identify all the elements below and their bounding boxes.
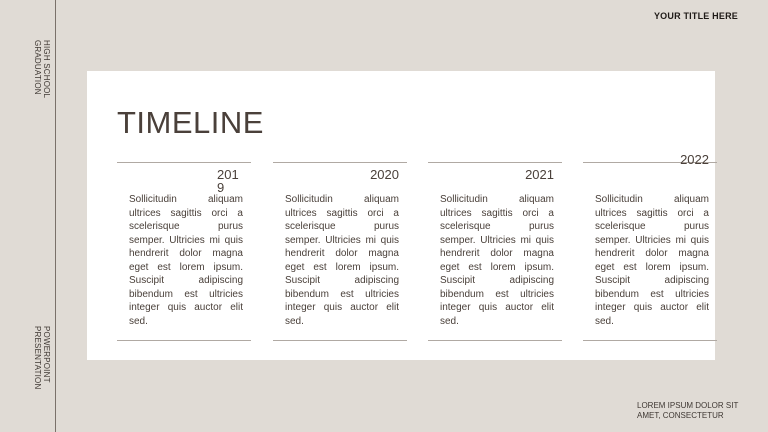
sidebar-divider (55, 0, 56, 432)
timeline-year: 2022 (680, 152, 709, 167)
slide-heading: TIMELINE (117, 105, 264, 140)
timeline-text: Sollicitudin aliquam ultrices sagittis orci a scelerisque purus semper. Ultricies mi quis hendrerit dolor magna eget est lorem ipsum. Suscipit adipiscing bibendum est ultricies integer quis auctor elit sed. (285, 194, 399, 327)
timeline-column-3 (428, 162, 562, 341)
timeline-year: 2021 (525, 167, 554, 182)
timeline-column-2 (273, 162, 407, 341)
footer-note: LOREM IPSUM DOLOR SIT AMET, CONSECTETUR (637, 401, 739, 420)
timeline-text: Sollicitudin aliquam ultrices sagittis orci a scelerisque purus semper. Ultricies mi quis hendrerit dolor magna eget est lorem ipsum. Suscipit adipiscing bibendum est ultricies integer quis auctor elit sed. (129, 194, 243, 327)
sidebar-top-label: HIGH SCHOOL GRADUATION (33, 40, 51, 98)
header-title: YOUR TITLE HERE (653, 11, 738, 21)
slide-content-card (87, 71, 715, 360)
sidebar-bottom-label: POWERPOINT PRESENTATION (33, 326, 51, 390)
timeline-column-4 (583, 152, 717, 341)
timeline-year: 2019 (217, 167, 239, 195)
timeline-text: Sollicitudin aliquam ultrices sagittis orci a scelerisque purus semper. Ultricies mi quis hendrerit dolor magna eget est lorem ipsum. Suscipit adipiscing bibendum est ultricies integer quis auctor elit sed. (595, 194, 709, 327)
timeline-column-1 (117, 162, 251, 341)
timeline-year: 2020 (370, 167, 399, 182)
timeline-text: Sollicitudin aliquam ultrices sagittis orci a scelerisque purus semper. Ultricies mi quis hendrerit dolor magna eget est lorem ipsum. Suscipit adipiscing bibendum est ultricies integer quis auctor elit sed. (440, 194, 554, 327)
